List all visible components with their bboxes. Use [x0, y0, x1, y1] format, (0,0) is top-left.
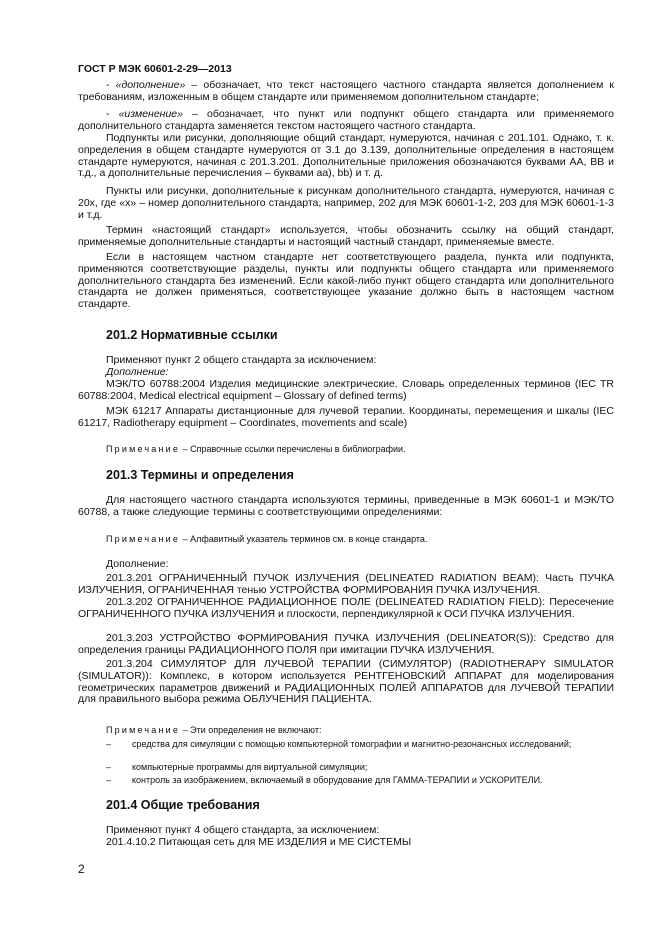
paragraph-addition-definition — [78, 80, 614, 104]
paragraph-terms-intro: Для настоящего частного стандарта используются термины, приведенные в МЭК 60601-1 и МЭК/ТО 60788, а также следующие термины с соответствующими определениями: — [78, 494, 614, 518]
note-label: Примечание — [106, 444, 181, 454]
page-number: 2 — [78, 862, 85, 876]
term-change: «изменение» — [118, 108, 183, 120]
dash: – — [106, 739, 112, 749]
definition-201-3-203: 201.3.203 УСТРОЙСТВО ФОРМИРОВАНИЯ ПУЧКА ИЗЛУЧЕНИЯ (DELINEATOR(S)): Средство для определения границы РАДИАЦИОННОГО ПОЛЯ при имитации ПУЧКА ИЗЛУЧЕНИЯ. — [78, 632, 614, 656]
dash: – — [106, 762, 112, 772]
reference-iec-61217: МЭК 61217 Аппараты дистанционные для лучевой терапии. Координаты, перемещения и шкалы (IEC 61217, Radiotherapy equipment – Coordinates, movements and scale) — [78, 405, 614, 429]
paragraph-figures: Пункты или рисунки, дополнительные к рисункам дополнительного стандарта, нумеруются, начиная с 20x, где «x» – номер дополнительного стандарта, например, 202 для МЭК 60601-1-2, 203 для МЭК 60601-1-3 и т.д. — [78, 185, 614, 221]
note-references — [106, 444, 642, 455]
paragraph-apply-clause-4: Применяют пункт 4 общего стандарта, за исключением: — [106, 824, 380, 836]
section-heading-201-2: 201.2 Нормативные ссылки — [106, 328, 278, 342]
label-addition: Дополнение: — [106, 366, 169, 378]
term-addition: «дополнение» — [115, 79, 186, 91]
note-text: – Эти определения не включают: — [180, 725, 322, 735]
note-text: – Справочные ссылки перечислены в библиографии. — [180, 444, 406, 454]
definition-201-3-202: 201.3.202 ОГРАНИЧЕННОЕ РАДИАЦИОННОЕ ПОЛЕ (DELINEATED RADIATION FIELD): Пересечение ОГРАНИЧЕННОГО ПУЧКА ИЗЛУЧЕНИЯ и плоскости, перпендикулярной к ОСИ ПУЧКА ИЗЛУЧЕНИЯ. — [78, 596, 614, 620]
dash: – — [106, 775, 112, 785]
paragraph-this-standard: Термин «настоящий стандарт» используется, чтобы обозначить ссылку на общий стандарт, применяемые дополнительные стандарты и настоящий частный стандарт, применяемые вместе. — [78, 224, 614, 248]
paragraph-text: – обозначает, что текст настоящего частного стандарта является дополнением к требованиям, изложенным в общем стандарте или применяемом дополнительном стандарте; — [78, 79, 614, 103]
reference-iec-tr-60788: МЭК/ТО 60788:2004 Изделия медицинские электрические. Словарь определенных терминов (IEC TR 60788:2004, Medical electrical equipment – Glossary of defined terms) — [78, 378, 614, 402]
section-heading-201-3: 201.3 Термины и определения — [106, 468, 294, 482]
dash: - — [106, 79, 116, 91]
list-item — [106, 739, 614, 761]
list-item-text: компьютерные программы для виртуальной симуляции; — [132, 762, 368, 772]
definition-201-3-204: 201.3.204 СИМУЛЯТОР ДЛЯ ЛУЧЕВОЙ ТЕРАПИИ (СИМУЛЯТОР) (RADIOTHERAPY SIMULATOR (SIMULATOR)): Комплекс, в котором используется РЕНТГЕНОВСКИЙ АППАРАТ для моделирования геометрических параметров движений и РАДИАЦИОННЫХ ПОЛЕЙ АППАРАТОВ для ЛУЧЕВОЙ ТЕРАПИИ для правильного выбора режима ОБЛУЧЕНИЯ ПАЦИЕНТА. — [78, 658, 614, 706]
note-label: Примечание — [106, 534, 181, 544]
definition-201-3-201: 201.3.201 ОГРАНИЧЕННЫЙ ПУЧОК ИЗЛУЧЕНИЯ (DELINEATED RADIATION BEAM): Часть ПУЧКА ИЗЛУЧЕНИЯ, ОГРАНИЧЕННАЯ тенью УСТРОЙСТВА ФОРМИРОВАНИЯ ПУЧКА ИЗЛУЧЕНИЯ. — [78, 572, 614, 596]
document-header: ГОСТ Р МЭК 60601-2-29—2013 — [78, 63, 232, 75]
label-addition: Дополнение: — [106, 558, 169, 570]
note-label: Примечание — [106, 725, 181, 735]
paragraph-apply-clause-2: Применяют пункт 2 общего стандарта за исключением: — [106, 354, 377, 366]
dash: - — [106, 108, 119, 120]
paragraph-numbering: Подпункты или рисунки, дополняющие общий стандарт, нумеруются, начиная с 201.101. Однако, т. к. определения в общем стандарте нумеруются от 3.1 до 3.139, дополнительные определения в настоящем стандарте нумеруются, начиная с 201.3.201. Дополнительные приложения обозначаются буквами АА, ВВ и т.д., а дополнительные перечисления – буквами аа), bb) и т. д. — [78, 132, 614, 180]
note-text: – Алфавитный указатель терминов см. в конце стандарта. — [180, 534, 428, 544]
note-index — [106, 534, 642, 545]
paragraph-change-definition — [78, 109, 614, 133]
paragraph-text: – обозначает, что пункт или подпункт общего стандарта или применяемого дополнительного стандарта заменяется текстом настоящего частного стандарта. — [78, 108, 614, 132]
paragraph-no-section: Если в настоящем частном стандарте нет соответствующего раздела, пункта или подпункта, применяются соответствующие разделы, пункты или подпункты общего стандарта или применяемого дополнительного стандарта без изменений. Если какой-либо пункт общего стандарта или дополнительного стандарта не должен применяться, соответствующее указание должно быть в настоящем частном стандарте. — [78, 251, 614, 311]
list-item-text: контроль за изображением, включаемый в оборудование для ГАММА-ТЕРАПИИ и УСКОРИТЕЛИ. — [132, 775, 543, 785]
note-exclusions — [106, 725, 642, 736]
section-heading-201-4: 201.4 Общие требования — [106, 798, 260, 812]
subclause-201-4-10-2: 201.4.10.2 Питающая сеть для МЕ ИЗДЕЛИЯ и МЕ СИСТЕМЫ — [106, 836, 412, 848]
list-item-text: средства для симуляции с помощью компьютерной томографии и магнитно-резонансных исследований; — [132, 739, 572, 749]
